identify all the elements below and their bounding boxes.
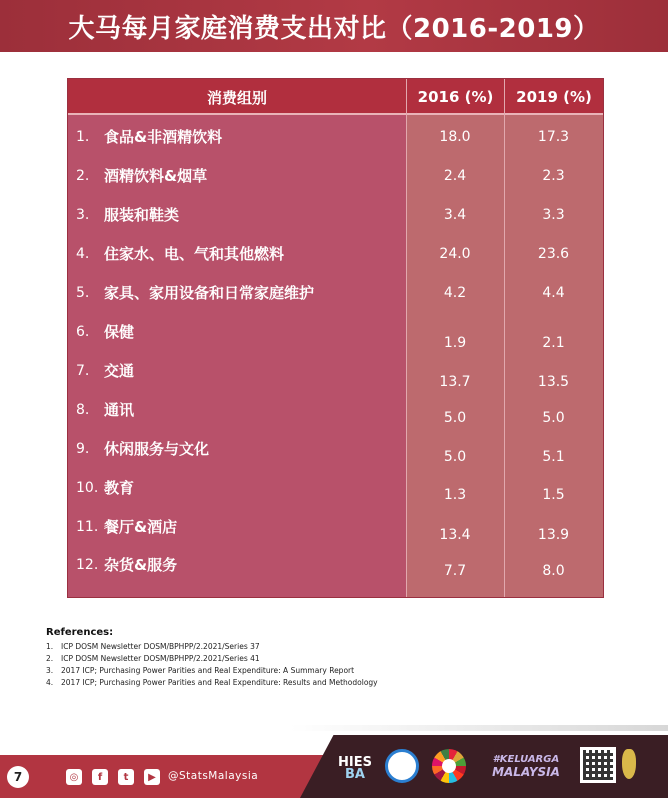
qr-code-icon[interactable] (580, 747, 616, 783)
row-category: 住家水、电、气和其他燃料 (104, 245, 285, 263)
table-row (68, 312, 603, 351)
row-value-2016: 2.4 (443, 167, 467, 184)
row-value-2019: 2.1 (542, 334, 565, 351)
table-row (68, 468, 603, 507)
facebook-icon[interactable]: f (92, 769, 108, 785)
table-row (68, 429, 603, 468)
header-2016: 2016 (%) (406, 79, 504, 115)
expenditure-table (67, 78, 604, 598)
row-number: 10. (76, 479, 99, 496)
row-value-2019: 17.3 (537, 128, 570, 145)
row-category: 酒精饮料&烟草 (104, 167, 208, 185)
row-value-2016: 1.9 (443, 334, 467, 351)
malaysia-text: MALAYSIA (492, 765, 560, 779)
row-value-2019: 8.0 (542, 562, 565, 579)
header-2019: 2019 (%) (504, 79, 603, 115)
row-category: 食品&非酒精饮料 (104, 128, 223, 146)
hies-logo-subtext: BA (345, 767, 365, 782)
row-number: 9. (76, 440, 90, 457)
row-number: 11. (76, 518, 99, 535)
reference-number: 4. (46, 678, 54, 687)
row-number: 12. (76, 556, 99, 573)
header-category: 消费组别 (206, 88, 267, 107)
row-number: 6. (76, 323, 90, 340)
footer-stripe (290, 725, 668, 731)
row-value-2016: 1.3 (443, 486, 467, 503)
sdg-wheel-icon (432, 749, 466, 783)
row-value-2016: 24.0 (439, 245, 471, 262)
row-category: 保健 (104, 323, 135, 341)
row-number: 7. (76, 362, 90, 379)
reference-text: 2017 ICP; Purchasing Power Parities and Real Expenditure: Results and Methodology (61, 678, 378, 687)
row-value-2019: 13.9 (537, 526, 570, 543)
row-value-2016: 13.7 (439, 373, 471, 390)
row-value-2016: 3.4 (443, 206, 467, 223)
hies-logo (333, 747, 377, 791)
table-row (68, 234, 603, 273)
row-category: 服装和鞋类 (104, 206, 180, 224)
references (46, 627, 606, 689)
reference-number: 2. (46, 654, 54, 663)
reference-item (46, 677, 606, 689)
row-value-2016: 4.2 (443, 284, 467, 301)
row-category: 休闲服务与文化 (104, 440, 210, 458)
row-value-2019: 23.6 (537, 245, 570, 262)
row-category: 杂货&服务 (104, 556, 178, 574)
table-row (68, 507, 603, 546)
row-value-2019: 4.4 (542, 284, 565, 301)
row-category: 餐厅&酒店 (104, 518, 178, 536)
sdg-wheel-center (442, 759, 456, 773)
reference-item (46, 653, 606, 665)
reference-text: 2017 ICP; Purchasing Power Parities and Real Expenditure: A Summary Report (61, 666, 355, 675)
table-row (68, 273, 603, 312)
row-value-2016: 5.0 (443, 409, 467, 426)
row-number: 3. (76, 206, 90, 223)
table-row (68, 351, 603, 390)
page-number: 7 (7, 766, 29, 788)
coat-of-arms-icon (622, 749, 636, 779)
reference-number: 1. (46, 642, 54, 651)
header-banner (0, 0, 668, 52)
row-value-2016: 5.0 (443, 448, 467, 465)
social-handle[interactable]: @StatsMalaysia (168, 770, 259, 782)
row-value-2019: 13.5 (537, 373, 570, 390)
row-value-2019: 3.3 (542, 206, 565, 223)
census-logo-icon (385, 749, 419, 783)
reference-number: 3. (46, 666, 54, 675)
instagram-icon[interactable]: ◎ (66, 769, 82, 785)
row-category: 家具、家用设备和日常家庭维护 (104, 284, 315, 302)
table-row (68, 545, 603, 584)
table-row (68, 156, 603, 195)
row-value-2019: 2.3 (542, 167, 565, 184)
row-value-2019: 1.5 (542, 486, 565, 503)
footer (0, 735, 668, 798)
row-number: 2. (76, 167, 90, 184)
twitter-icon[interactable]: t (118, 769, 134, 785)
reference-item (46, 665, 606, 677)
table-row (68, 390, 603, 429)
hies-logo-text: HIES (338, 755, 372, 770)
youtube-icon[interactable]: ▶ (144, 769, 160, 785)
row-number: 8. (76, 401, 90, 418)
reference-text: ICP DOSM Newsletter DOSM/BPHPP/2.2021/Series 37 (61, 642, 260, 651)
row-value-2016: 7.7 (443, 562, 467, 579)
reference-item (46, 641, 606, 653)
table-row (68, 195, 603, 234)
row-value-2019: 5.0 (542, 409, 565, 426)
references-title: References: (46, 627, 114, 638)
reference-text: ICP DOSM Newsletter DOSM/BPHPP/2.2021/Series 41 (61, 654, 260, 663)
keluarga-malaysia-logo (476, 751, 576, 781)
row-value-2016: 13.4 (439, 526, 471, 543)
row-number: 5. (76, 284, 90, 301)
table-row (68, 117, 603, 156)
row-category: 教育 (104, 479, 135, 497)
table-header (68, 79, 603, 115)
keluarga-text: #KELUARGA (492, 754, 560, 765)
row-category: 通讯 (104, 401, 135, 419)
row-value-2019: 5.1 (542, 448, 565, 465)
row-number: 1. (76, 128, 90, 145)
row-number: 4. (76, 245, 90, 262)
row-value-2016: 18.0 (439, 128, 471, 145)
footer-red-band (0, 755, 330, 798)
row-category: 交通 (104, 362, 135, 380)
page-title: 大马每月家庭消费支出对比（2016-2019） (68, 13, 600, 44)
